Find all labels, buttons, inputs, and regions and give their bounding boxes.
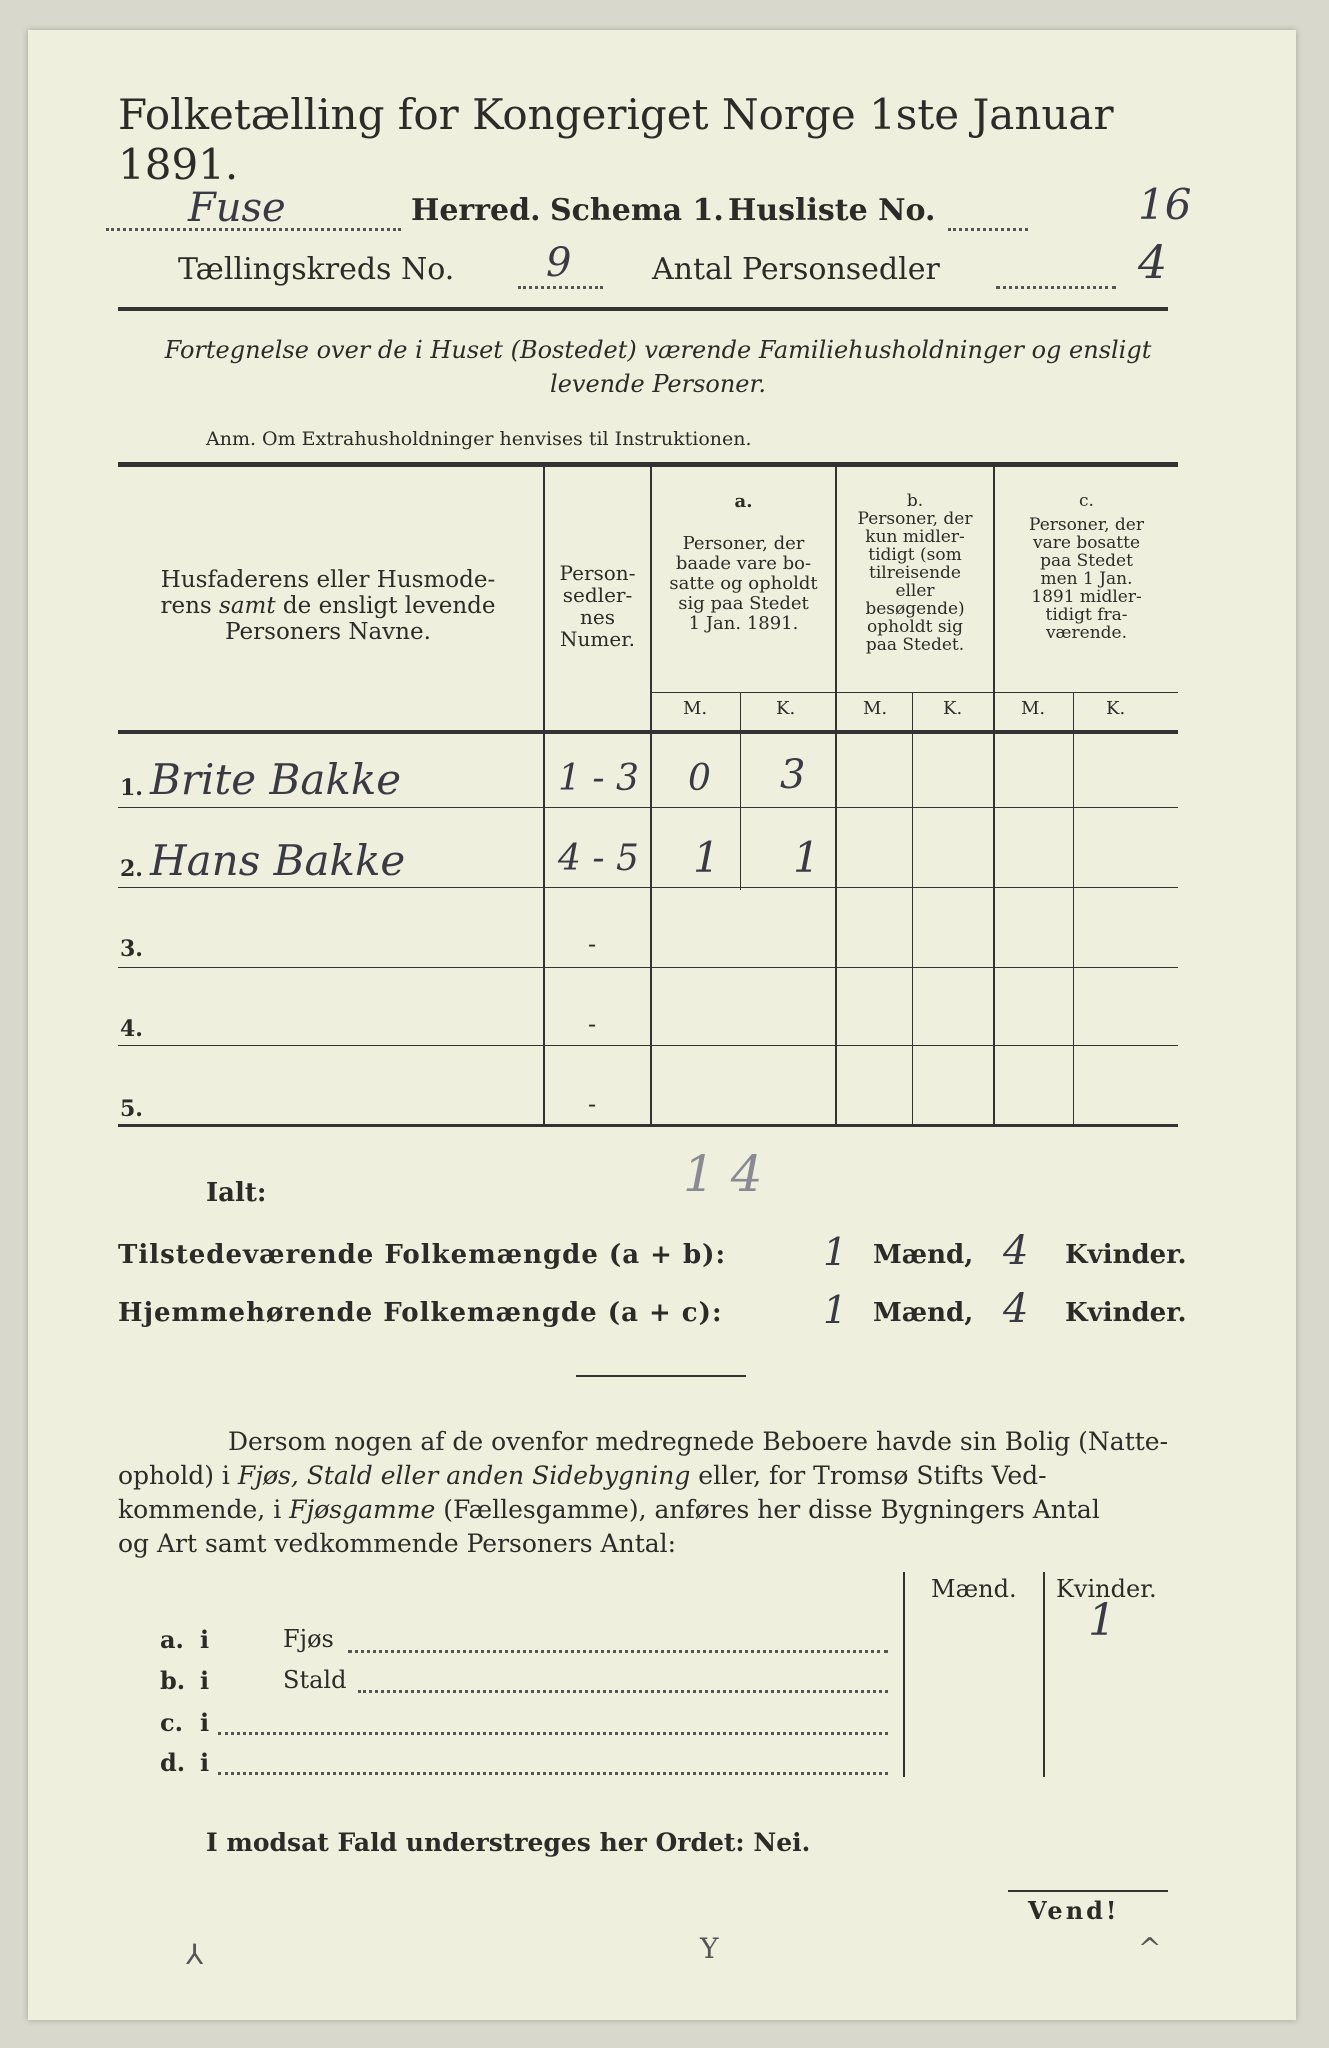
modsat-note: I modsat Fald understreges her Ordet: Nei. (206, 1828, 811, 1857)
husliste-label: Husliste No. (728, 193, 936, 228)
hjemme-maend: Mænd, (873, 1298, 974, 1328)
tilstede-maend: Mænd, (873, 1240, 974, 1270)
personsedler-value: 4 (1138, 235, 1168, 289)
row-3-number: 3. (120, 936, 143, 962)
bygning-kvinder-value: 1 (1088, 1595, 1116, 1646)
header-a-k: K. (776, 698, 796, 719)
herred-value: Fuse (188, 185, 286, 231)
personsedler-label: Antal Personsedler (652, 252, 940, 287)
row-2-number: 2. (120, 856, 143, 882)
corner-mark-right: ^ (1138, 1932, 1162, 1965)
header-names: Husfaderens eller Husmode- rens samt de ensligt levende Personers Navne. (160, 567, 496, 645)
header-c-m: M. (1021, 698, 1046, 719)
vend-label: Vend! (1028, 1896, 1120, 1925)
hjemme-k: 4 (1003, 1286, 1029, 1332)
hjemme-kvinder: Kvinder. (1065, 1298, 1187, 1328)
anm-note: Anm. Om Extrahusholdninger henvises til Instruktionen. (206, 428, 752, 450)
bygning-maend-header: Mænd. (931, 1575, 1017, 1603)
bygning-b-i: i (200, 1666, 210, 1695)
tilstede-m: 1 (823, 1230, 848, 1274)
header-c-k: K. (1106, 698, 1126, 719)
header-b-m: M. (863, 698, 888, 719)
header-a-m: M. (683, 698, 708, 719)
bygning-b-letter: b. (160, 1666, 186, 1695)
corner-mark-left: ⅄ (186, 1938, 204, 1971)
bygning-d-i: i (200, 1748, 210, 1777)
header-c: c. Personer, der vare bosatte paa Stedet men 1 Jan. 1891 midler- tidigt fra- værende. (1029, 491, 1144, 643)
bygning-c-letter: c. (160, 1708, 183, 1737)
row-4-number: 4. (120, 1016, 143, 1042)
ialt-handwritten: 1 4 (683, 1145, 763, 1203)
form-subtitle: Fortegnelse over de i Huset (Bostedet) værende Familiehusholdninger og ensligt levende Personer. (164, 336, 1152, 398)
row-1-numer: 1 - 3 (558, 758, 639, 799)
row-1-number: 1. (120, 775, 143, 801)
ialt-label: Ialt: (206, 1178, 267, 1208)
row-5-number: 5. (120, 1096, 143, 1122)
herred-label: Herred. (411, 193, 541, 228)
schema-label: Schema 1. (550, 193, 724, 228)
header-b-k: K. (943, 698, 963, 719)
tilstede-label: Tilstedeværende Folkemængde (a + b): (118, 1240, 727, 1270)
row-3-numer: - (588, 930, 597, 958)
bygning-paragraph: Dersom nogen af de ovenfor medregnede Beboere havde sin Bolig (Natte- ophold) i Fjøs, Stald eller anden Sidebygning eller, for Tromsø Stifts Ved- kommende, i Fjøsgamme (Fællesgamme), anføres her disse Bygningers Antal og Art samt vedkommende Personers Antal: (118, 1427, 1169, 1558)
header-b: b. Personer, der kun midler- tidigt (som tilreisende eller besøgende) opholdt sig paa Stedet. (857, 491, 973, 655)
bygning-a-i: i (200, 1625, 210, 1654)
form-title: Folketælling for Kongeriget Norge 1ste Januar 1891. (118, 90, 1114, 189)
header-numer: Person- sedler- nes Numer. (559, 561, 636, 651)
bygning-a-letter: a. (160, 1625, 184, 1654)
row-2-numer: 4 - 5 (558, 838, 639, 879)
row-4-numer: - (588, 1010, 597, 1038)
bygning-b-label: Stald (283, 1666, 347, 1694)
bygning-c-i: i (200, 1708, 210, 1737)
row-1-a-k: 3 (780, 752, 806, 798)
corner-mark-center: Y (700, 1932, 719, 1965)
hjemme-label: Hjemmehørende Folkemængde (a + c): (118, 1298, 723, 1328)
bygning-d-letter: d. (160, 1748, 186, 1777)
row-5-numer: - (588, 1090, 597, 1118)
kreds-value: 9 (546, 240, 572, 286)
row-2-a-m: 1 (693, 833, 720, 882)
row-2-a-k: 1 (793, 833, 820, 882)
kreds-label: Tællingskreds No. (178, 252, 455, 287)
census-form (28, 30, 1296, 2020)
tilstede-kvinder: Kvinder. (1065, 1240, 1187, 1270)
row-2-name: Hans Bakke (150, 836, 406, 885)
husliste-value: 16 (1138, 180, 1192, 229)
row-1-name: Brite Bakke (150, 755, 402, 804)
bygning-a-label: Fjøs (283, 1625, 334, 1653)
bygning-kvinder-header: Kvinder. (1056, 1575, 1157, 1603)
tilstede-k: 4 (1003, 1228, 1029, 1274)
hjemme-m: 1 (823, 1288, 848, 1332)
header-a: a. Personer, der baade vare bo- satte og opholdt sig paa Stedet 1 Jan. 1891. (669, 491, 818, 634)
row-1-a-m: 0 (688, 758, 711, 799)
